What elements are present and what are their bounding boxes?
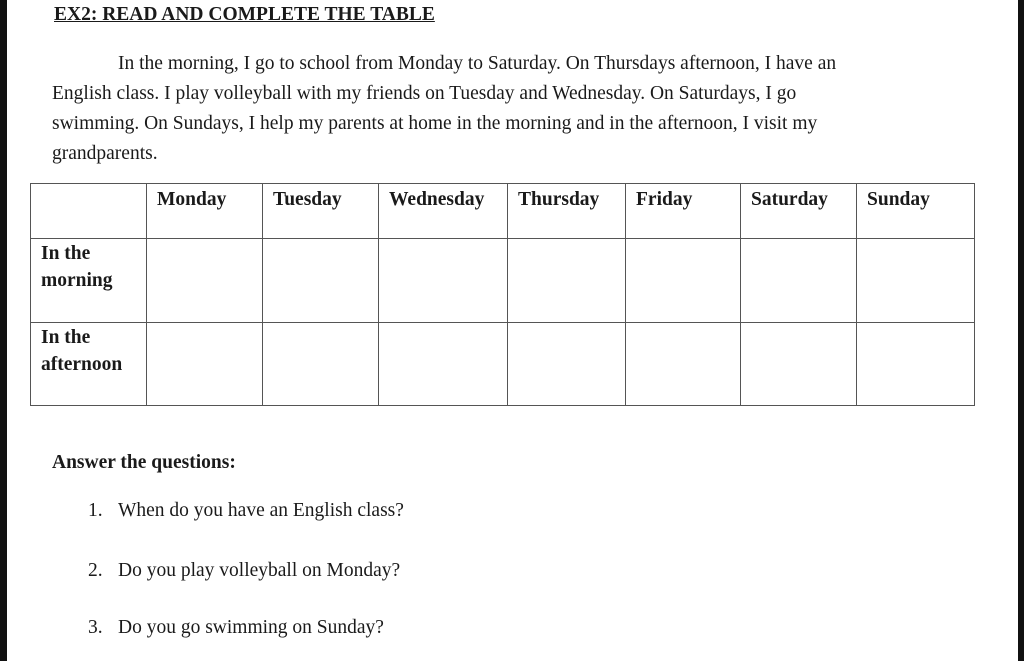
column-header-wednesday: Wednesday <box>379 184 508 239</box>
column-header-sunday: Sunday <box>857 184 975 239</box>
answer-cell[interactable] <box>379 323 508 406</box>
answer-cell[interactable] <box>857 323 975 406</box>
schedule-table <box>30 183 975 406</box>
question-text: Do you go swimming on Sunday? <box>118 617 384 638</box>
answer-cell[interactable] <box>857 239 975 323</box>
table-header-row <box>31 184 975 239</box>
table-row-afternoon <box>31 323 975 406</box>
column-header-tuesday: Tuesday <box>263 184 379 239</box>
answer-cell[interactable] <box>508 323 626 406</box>
column-header-saturday: Saturday <box>741 184 857 239</box>
answer-cell[interactable] <box>626 323 741 406</box>
column-header-monday: Monday <box>147 184 263 239</box>
column-header-thursday: Thursday <box>508 184 626 239</box>
paragraph-line: In the morning, I go to school from Monday to Saturday. On Thursdays afternoon, I have an <box>118 53 837 74</box>
questions-heading: Answer the questions: <box>52 452 236 473</box>
table-row-morning <box>31 239 975 323</box>
answer-cell[interactable] <box>263 323 379 406</box>
paragraph-line: grandparents. <box>52 143 158 164</box>
question-item <box>88 500 404 522</box>
paragraph-line: English class. I play volleyball with my friends on Tuesday and Wednesday. On Saturdays, I go <box>52 83 797 104</box>
paragraph-line: swimming. On Sundays, I help my parents at home in the morning and in the afternoon, I visit my <box>52 113 818 134</box>
left-border-bar <box>0 0 7 661</box>
right-border-bar <box>1018 0 1024 661</box>
answer-cell[interactable] <box>508 239 626 323</box>
question-item <box>88 617 384 639</box>
question-text: When do you have an English class? <box>118 500 404 521</box>
question-number: 2. <box>88 560 103 581</box>
corner-cell <box>31 184 147 239</box>
answer-cell[interactable] <box>263 239 379 323</box>
answer-cell[interactable] <box>147 239 263 323</box>
question-item <box>88 560 400 582</box>
row-header-morning: In the morning <box>31 239 147 323</box>
question-number: 1. <box>88 500 103 521</box>
answer-cell[interactable] <box>626 239 741 323</box>
reading-paragraph <box>52 49 952 169</box>
answer-cell[interactable] <box>147 323 263 406</box>
row-header-afternoon: In the afternoon <box>31 323 147 406</box>
answer-cell[interactable] <box>741 323 857 406</box>
question-text: Do you play volleyball on Monday? <box>118 560 401 581</box>
question-number: 3. <box>88 617 103 638</box>
column-header-friday: Friday <box>626 184 741 239</box>
answer-cell[interactable] <box>379 239 508 323</box>
exercise-title: EX2: READ AND COMPLETE THE TABLE <box>54 4 435 25</box>
answer-cell[interactable] <box>741 239 857 323</box>
